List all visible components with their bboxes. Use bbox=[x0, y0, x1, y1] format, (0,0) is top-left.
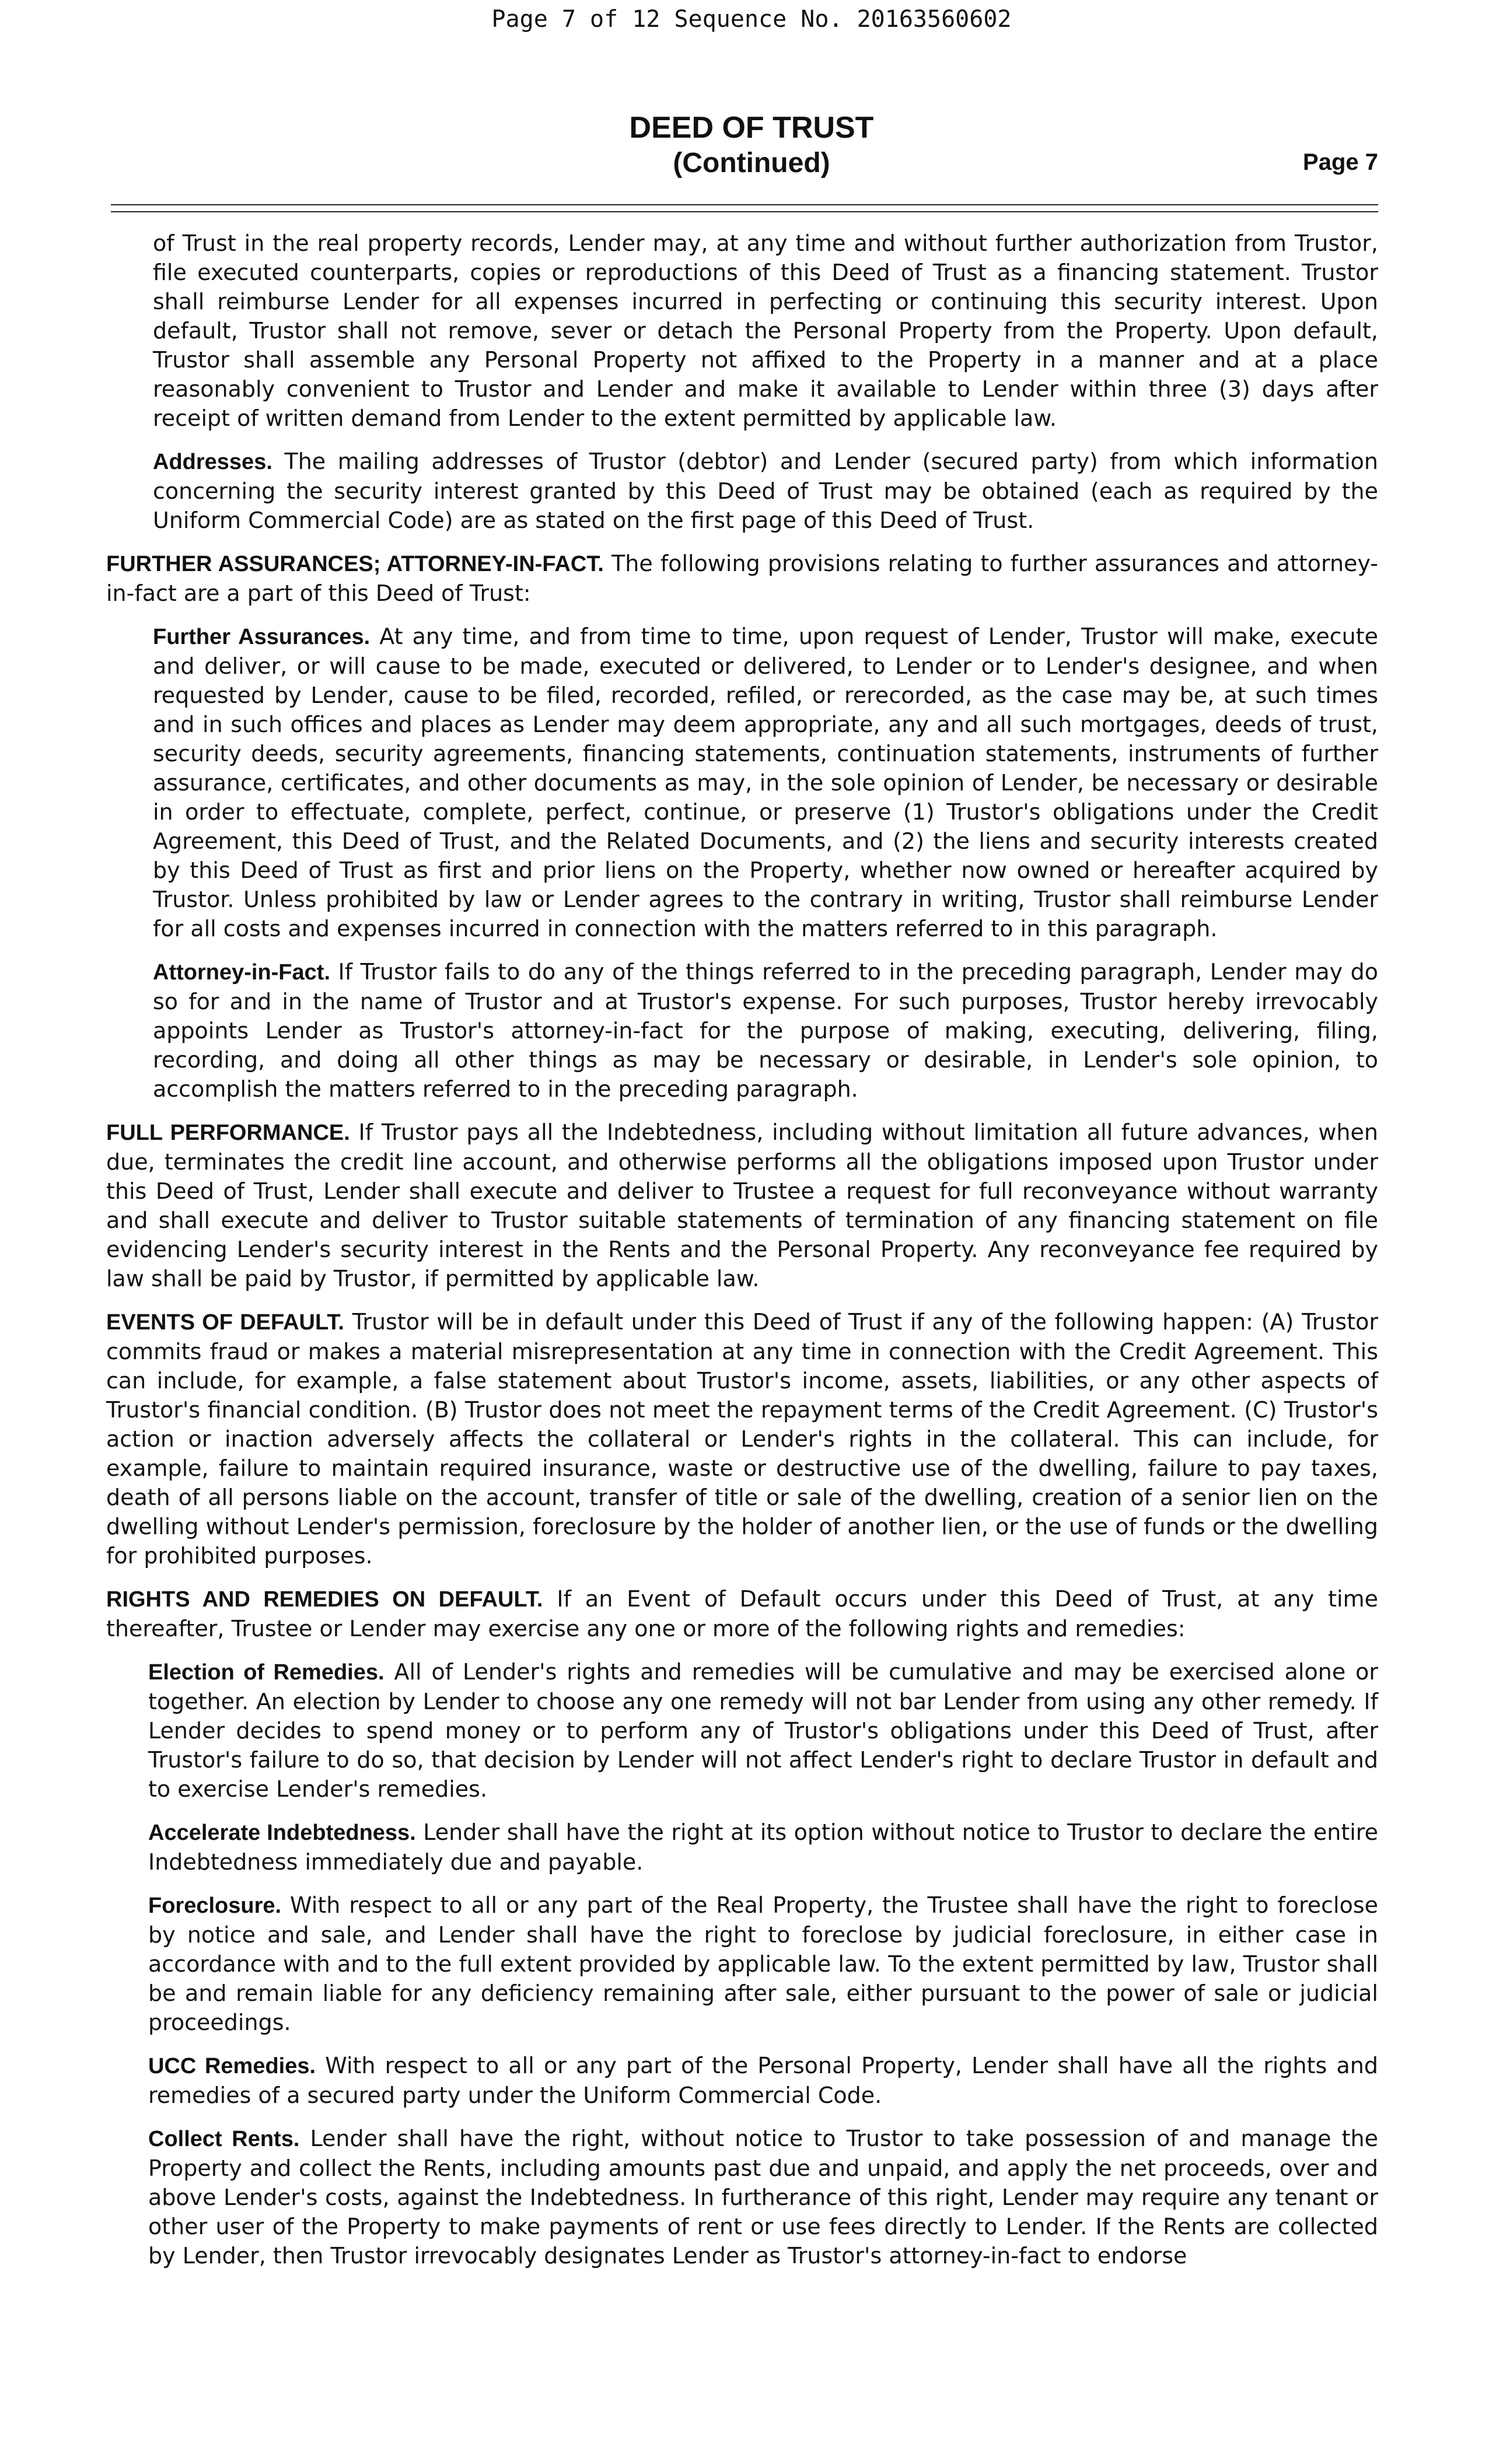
paragraph-heading: Collect Rents. bbox=[148, 2127, 300, 2151]
paragraph-text: If an Event of Default occurs under this Deed of Trust, at any time thereafter, Trustee or Lender may exercise any one or more of the following rights and remedies: bbox=[106, 1586, 1378, 1642]
page-number: Page 7 bbox=[1303, 149, 1378, 175]
paragraph-text: If Trustor pays all the Indebtedness, including without limitation all future advances, when due, terminates the credit line account, and otherwise performs all the obligations imposed upon Trustor under this Deed of Trust, Lender shall execute and deliver to Trustee a request for full reconveyance without warranty and shall execute and deliver to Trustor suitable statements of termination of any financing statement on file evidencing Lender's security interest in the Rents and the Personal Property. Any reconveyance fee required by law shall be paid by Trustor, if permitted by applicable law. bbox=[106, 1119, 1378, 1292]
section-heading: RIGHTS AND REMEDIES ON DEFAULT. bbox=[106, 1587, 543, 1612]
paragraph-heading: Election of Remedies. bbox=[148, 1660, 385, 1685]
paragraph-heading: UCC Remedies. bbox=[148, 2054, 316, 2078]
section-events-of-default bbox=[106, 1307, 1378, 1570]
paragraph-text: of Trust in the real property records, Lender may, at any time and without further authorization from Trustor, file executed counterparts, copies or reproductions of this Deed of Trust as a financing statement. Trustor shall reimburse Lender for all expenses incurred in perfecting or continuing this security interest. Upon default, Trustor shall not remove, sever or detach the Personal Property from the Property. Upon default, Trustor shall assemble any Personal Property not affixed to the Property in a manner and at a place reasonably convenient to Trustor and Lender and make it available to Lender within three (3) days after receipt of written demand from Lender to the extent permitted by applicable law. bbox=[153, 230, 1378, 431]
paragraph-text: The following provisions relating to further assurances and attorney-in-fact are a part of this Deed of Trust: bbox=[106, 551, 1378, 606]
paragraph-foreclosure bbox=[148, 1891, 1378, 2037]
section-further-assurances bbox=[106, 549, 1378, 608]
paragraph-text: Lender shall have the right at its option without notice to Trustor to declare the entire Indebtedness immediately due and payable. bbox=[148, 1819, 1378, 1875]
paragraph-text: Trustor will be in default under this Deed of Trust if any of the following happen: (A) Trustor commits fraud or makes a material misrepresentation at any time in connection with the Credit Agreement. This can include, for example, a false statement about Trustor's income, assets, liabilities, or any other aspects of Trustor's financial condition. (B) Trustor does not meet the repayment terms of the Credit Agreement. (C) Trustor's action or inaction adversely affects the collateral or Lender's rights in the collateral. This can include, for example, failure to maintain required insurance, waste or destructive use of the dwelling, failure to pay taxes, death of all persons liable on the account, transfer of title or sale of the dwelling, creation of a senior lien on the dwelling without Lender's permission, foreclosure by the holder of another lien, or the use of funds or the dwelling for prohibited purposes. bbox=[106, 1309, 1378, 1569]
document-title: DEED OF TRUST bbox=[629, 111, 874, 145]
paragraph-security-interest bbox=[153, 229, 1378, 433]
paragraph-heading: Attorney-in-Fact. bbox=[153, 960, 330, 985]
paragraph-attorney-in-fact bbox=[153, 957, 1378, 1104]
section-heading: EVENTS OF DEFAULT. bbox=[106, 1310, 344, 1335]
page-sequence-stamp: Page 7 of 12 Sequence No. 20163560602 bbox=[491, 6, 1012, 33]
paragraph-text: All of Lender's rights and remedies will be cumulative and may be exercised alone or together. An election by Lender to choose any one remedy will not bar Lender from using any other remedy. If Lender decides to spend money or to perform any of Trustor's obligations under this Deed of Trust, after Trustor's failure to do so, that decision by Lender will not affect Lender's right to declare Trustor in default and to exercise Lender's remedies. bbox=[148, 1659, 1378, 1802]
section-heading: FULL PERFORMANCE. bbox=[106, 1121, 350, 1145]
document-body bbox=[106, 229, 1378, 2284]
section-full-performance bbox=[106, 1118, 1378, 1293]
paragraph-heading: Further Assurances. bbox=[153, 625, 370, 649]
paragraph-addresses bbox=[153, 447, 1378, 535]
document-title-block bbox=[0, 110, 1503, 181]
document-subtitle: (Continued) bbox=[673, 148, 830, 178]
paragraph-text: At any time, and from time to time, upon request of Lender, Trustor will make, execute and deliver, or will cause to be made, executed or delivered, to Lender or to Lender's designee, and when requested by Lender, cause to be filed, recorded, refiled, or rerecorded, as the case may be, at such times and in such offices and places as Lender may deem appropriate, any and all such mortgages, deeds of trust, security deeds, security agreements, financing statements, continuation statements, instruments of further assurance, certificates, and other documents as may, in the sole opinion of Lender, be necessary or desirable in order to effectuate, complete, perfect, continue, or preserve (1) Trustor's obligations under the Credit Agreement, this Deed of Trust, and the Related Documents, and (2) the liens and security interests created by this Deed of Trust as first and prior liens on the Property, whether now owned or hereafter acquired by Trustor. Unless prohibited by law or Lender agrees to the contrary in writing, Trustor shall reimburse Lender for all costs and expenses incurred in connection with the matters referred to in this paragraph. bbox=[153, 624, 1378, 942]
header-rule-bottom bbox=[111, 211, 1378, 212]
paragraph-heading: Accelerate Indebtedness. bbox=[148, 1821, 416, 1845]
paragraph-ucc-remedies bbox=[148, 2051, 1378, 2110]
section-heading: FURTHER ASSURANCES; ATTORNEY-IN-FACT. bbox=[106, 552, 604, 576]
paragraph-heading: Foreclosure. bbox=[148, 1894, 282, 1918]
paragraph-text: With respect to all or any part of the Personal Property, Lender shall have all the rights and remedies of a secured party under the Uniform Commercial Code. bbox=[148, 2053, 1378, 2108]
paragraph-collect-rents bbox=[148, 2124, 1378, 2270]
paragraph-election-of-remedies bbox=[148, 1657, 1378, 1804]
header-rule-top bbox=[111, 204, 1378, 205]
section-rights-and-remedies bbox=[106, 1584, 1378, 1643]
paragraph-text: With respect to all or any part of the Real Property, the Trustee shall have the right to foreclose by notice and sale, and Lender shall have the right to foreclose by judicial foreclosure, in either case in accordance with and to the full extent provided by applicable law. To the extent permitted by law, Trustor shall be and remain liable for any deficiency remaining after sale, either pursuant to the power of sale or judicial proceedings. bbox=[148, 1892, 1378, 2035]
paragraph-further-assurances bbox=[153, 622, 1378, 943]
paragraph-text: If Trustor fails to do any of the things referred to in the preceding paragraph, Lender may do so for and in the name of Trustor and at Trustor's expense. For such purposes, Trustor hereby irrevocably appoints Lender as Trustor's attorney-in-fact for the purpose of making, executing, delivering, filing, recording, and doing all other things as may be necessary or desirable, in Lender's sole opinion, to accomplish the matters referred to in the preceding paragraph. bbox=[153, 959, 1378, 1102]
paragraph-accelerate-indebtedness bbox=[148, 1818, 1378, 1877]
paragraph-heading: Addresses. bbox=[153, 450, 272, 474]
paragraph-text: The mailing addresses of Trustor (debtor) and Lender (secured party) from which information concerning the security interest granted by this Deed of Trust may be obtained (each as required by the Uniform Commercial Code) are as stated on the first page of this Deed of Trust. bbox=[153, 449, 1378, 533]
paragraph-text: Lender shall have the right, without notice to Trustor to take possession of and manage the Property and collect the Rents, including amounts past due and unpaid, and apply the net proceeds, over and above Lender's costs, against the Indebtedness. In furtherance of this right, Lender may require any tenant or other user of the Property to make payments of rent or use fees directly to Lender. If the Rents are collected by Lender, then Trustor irrevocably designates Lender as Trustor's attorney-in-fact to endorse bbox=[148, 2126, 1378, 2269]
